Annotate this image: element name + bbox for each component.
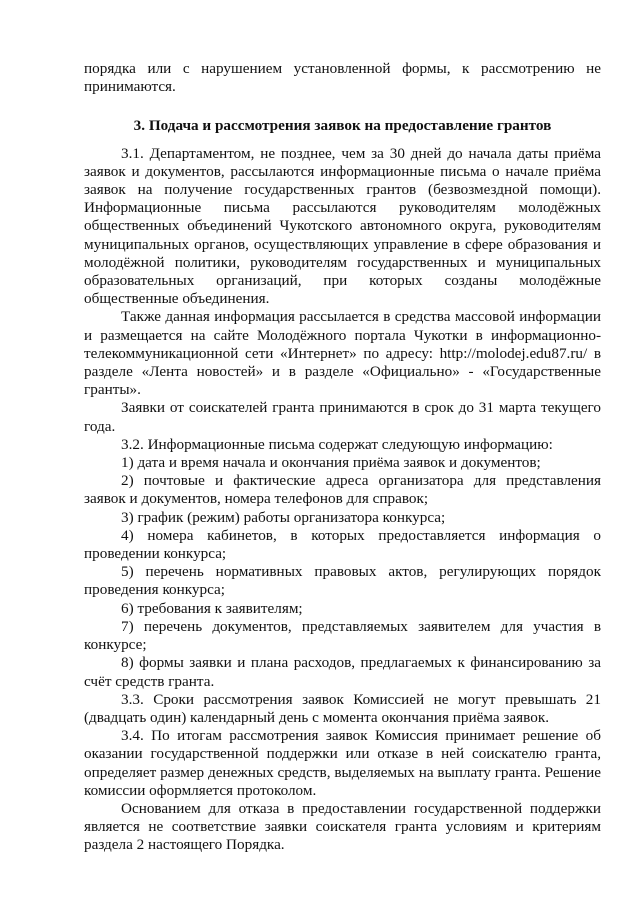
paragraph-3-1: 3.1. Департаментом, не позднее, чем за 30 дней до начала даты приёма заявок и документов, рассылаются информационные письма о начале приёма заявок на получение государственных грантов (безвозмездной помощи). Информационные письма рассылаются руководителям молодёжных общественных объединений Чукотского автономного округа, руководителям муниципальных органов, осуществляющих управление в сфере образования и молодёжной политики, руководителям государственных и муниципальных образовательных организаций, при которых созданы молодёжные общественные объединения. (84, 144, 601, 308)
paragraph-3-4: 3.4. По итогам рассмотрения заявок Комиссия принимает решение об оказании государственной поддержки или отказе в ней соискателю гранта, определяет размер денежных средств, выделяемых на выплату гранта. Решение комиссии оформляется протоколом. (84, 727, 601, 799)
paragraph-media-info: Также данная информация рассылается в средства массовой информации и размещается на сайте Молодёжного портала Чукотки в информационно-телекоммуникационной сети «Интернет» по адресу: http://molodej.edu87.ru/ в разделе «Лента новостей» и в разделе «Официально» - «Государственные гранты». (84, 308, 601, 399)
section-heading: 3. Подача и рассмотрения заявок на предоставление грантов (133, 117, 552, 135)
list-item-4: 4) номера кабинетов, в которых предоставляется информация о проведении конкурса; (84, 526, 601, 563)
paragraph-continuation: порядка или с нарушением установленной формы, к рассмотрению не принимаются. (84, 60, 601, 96)
list-item-6: 6) требования к заявителям; (121, 599, 303, 617)
list-item-5: 5) перечень нормативных правовых актов, регулирующих порядок проведения конкурса; (84, 563, 601, 599)
list-item-1: 1) дата и время начала и окончания приёма заявок и документов; (121, 454, 541, 472)
list-item-3: 3) график (режим) работы организатора конкурса; (121, 508, 446, 526)
paragraph-3-3: 3.3. Сроки рассмотрения заявок Комиссией не могут превышать 21 (двадцать один) календарный день с момента окончания приёма заявок. (84, 690, 601, 726)
list-item-8: 8) формы заявки и плана расходов, предлагаемых к финансированию за счёт средств гранта. (84, 654, 601, 690)
list-item-7: 7) перечень документов, представляемых заявителем для участия в конкурсе; (84, 617, 601, 654)
paragraph-refusal-grounds: Основанием для отказа в предоставлении государственной поддержки является не соответствие заявки соискателя гранта условиям и критериям раздела 2 настоящего Порядка. (84, 799, 601, 854)
document-page (84, 60, 601, 855)
paragraph-deadline: Заявки от соискателей гранта принимаются в срок до 31 марта текущего года. (84, 399, 601, 435)
list-item-2: 2) почтовые и фактические адреса организатора для представления заявок и документов, номера телефонов для справок; (84, 472, 601, 508)
paragraph-3-2: 3.2. Информационные письма содержат следующую информацию: (121, 435, 553, 453)
